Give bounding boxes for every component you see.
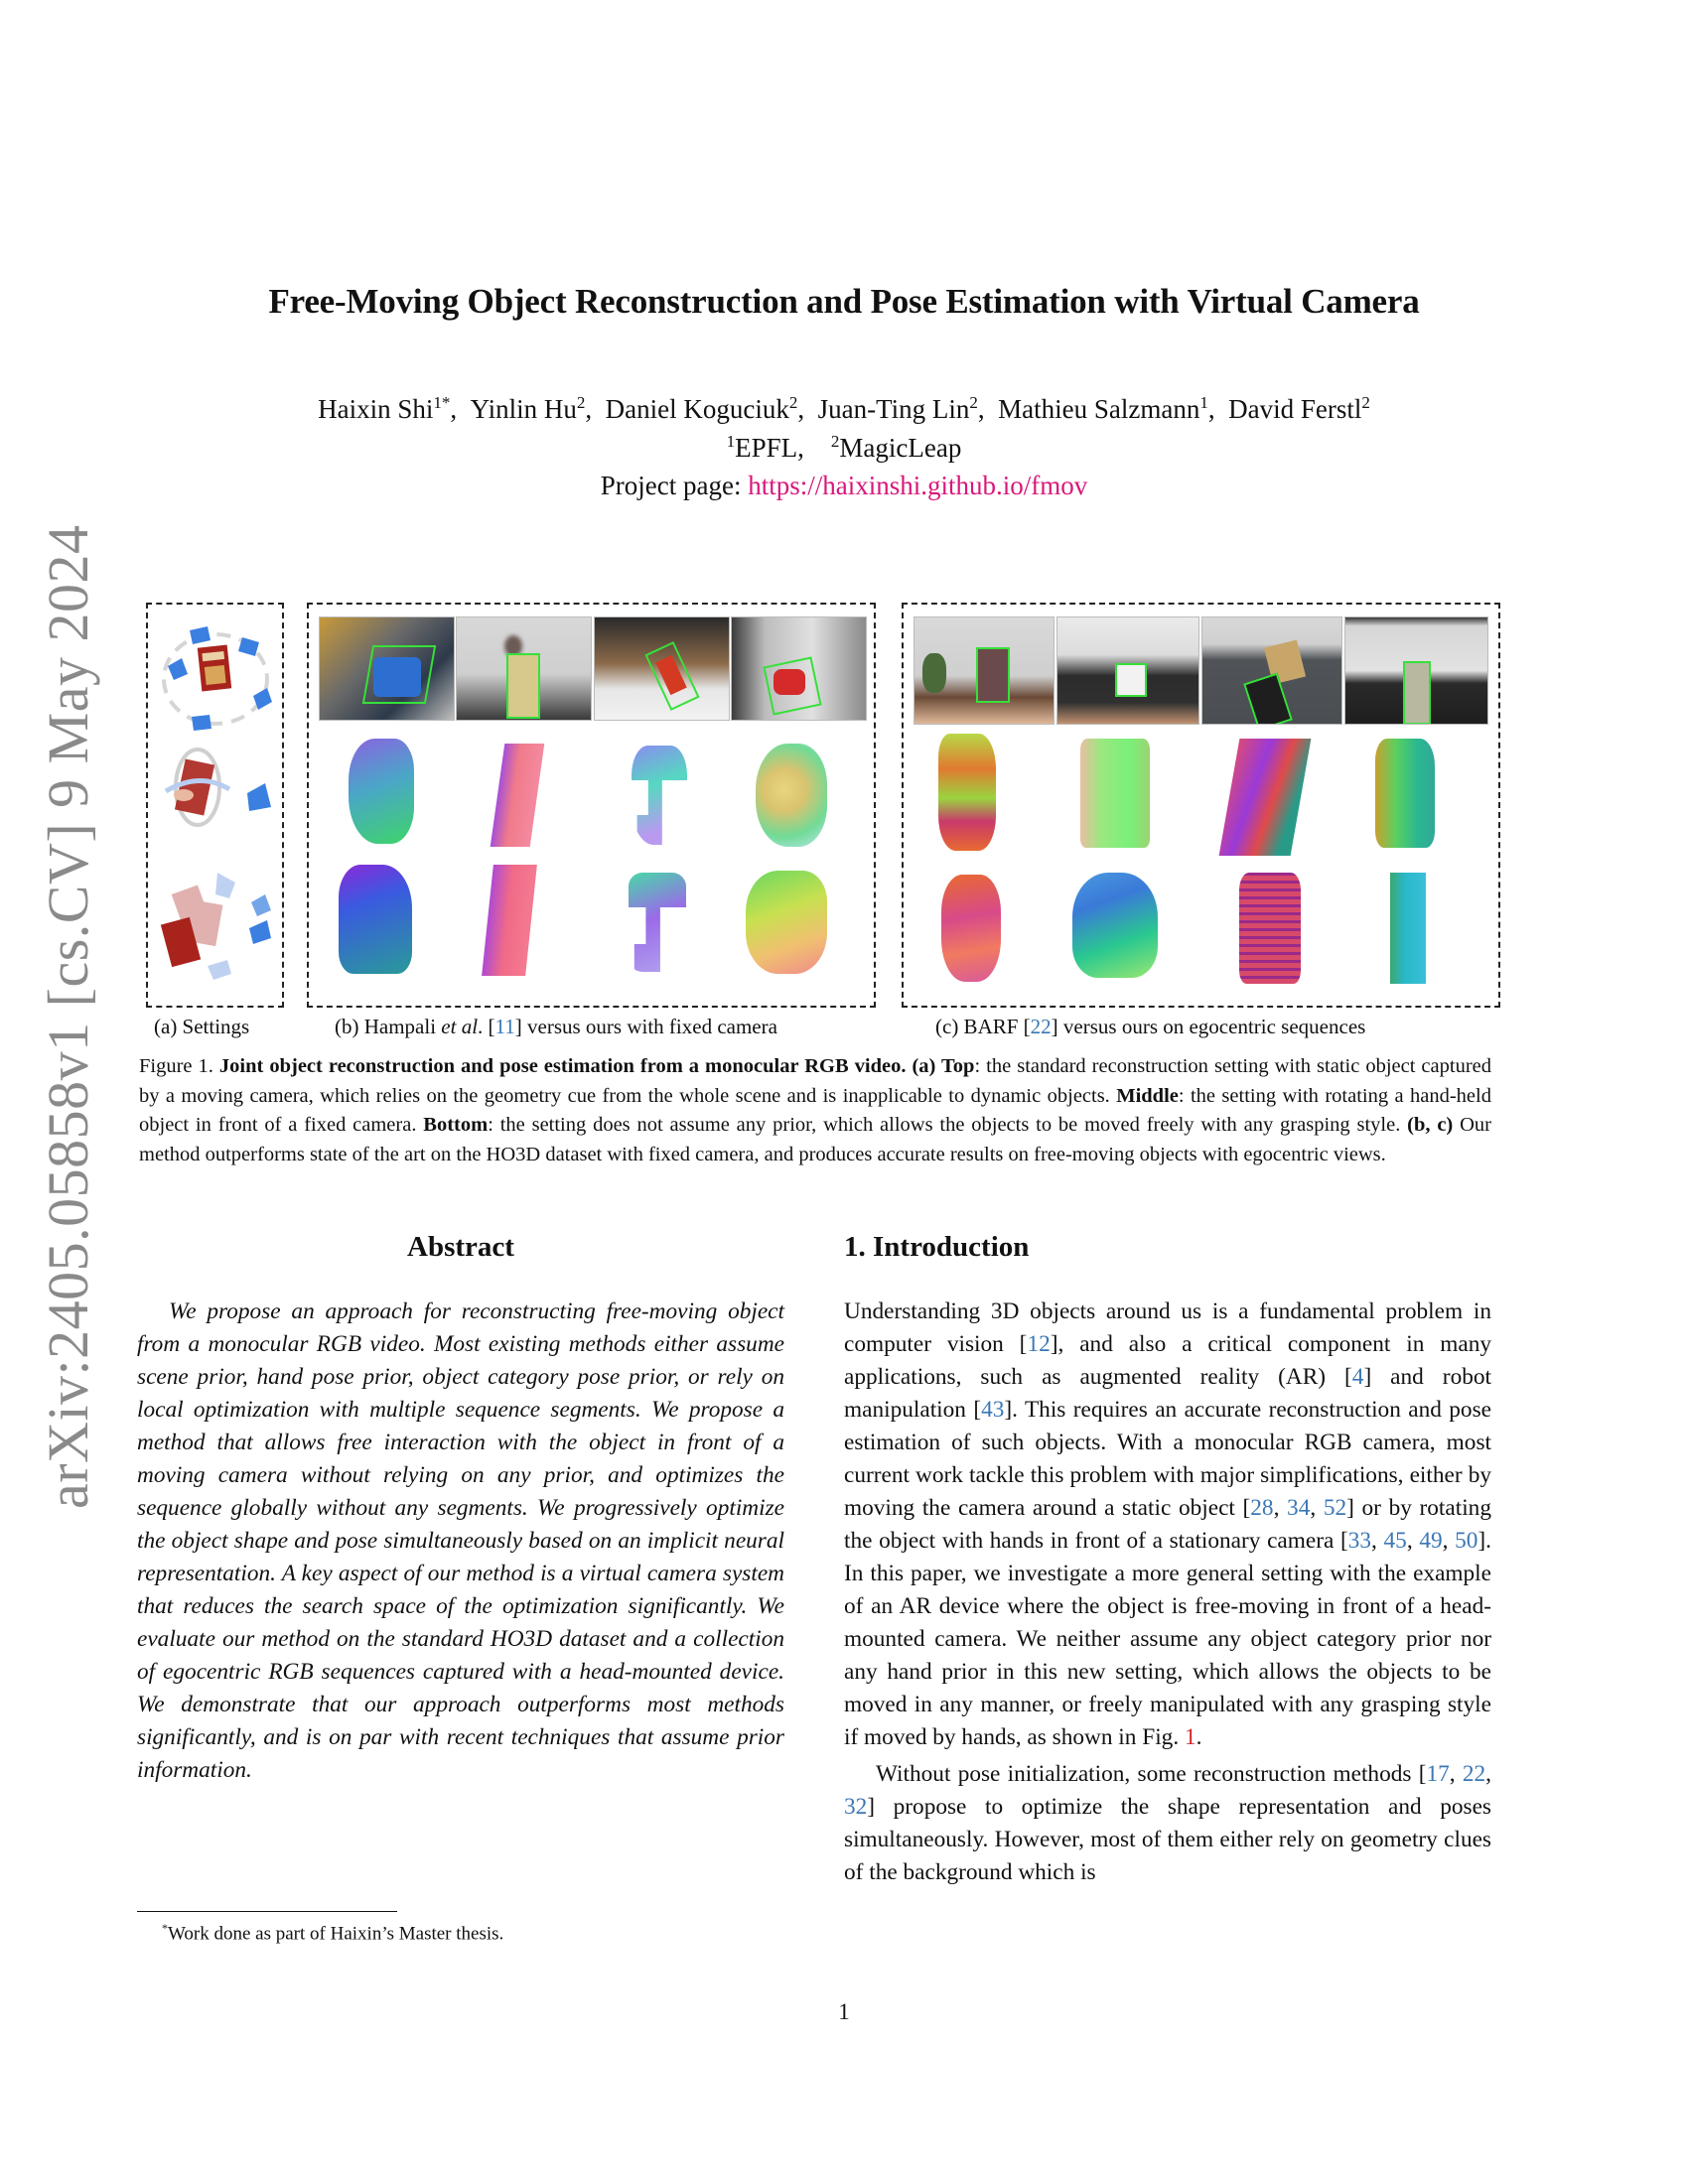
subcaption-b-prefix: (b) Hampali [335,1015,442,1038]
citation-link[interactable]: 49 [1419,1528,1443,1554]
footnote-text: Work done as part of Haixin’s Master thesis. [168,1923,504,1945]
author-affiliation-mark: 2 [969,393,978,412]
carton-photo [1344,616,1488,725]
affiliation-2: MagicLeap [839,433,962,463]
author-name: Yinlin Hu [470,394,577,424]
author-affiliation-mark: 1 [1199,393,1208,412]
ours-phone-reconstruction [1239,873,1301,984]
caption-middle-label: Middle [1116,1084,1179,1107]
introduction-heading: 1. Introduction [844,1231,1030,1263]
affiliation-1-mark: 1 [726,432,736,451]
author-name: David Ferstl [1228,394,1362,424]
footnote [162,1921,503,1945]
author-name: Mathieu Salzmann [998,394,1200,424]
introduction-body [844,1296,1491,1889]
barf-cat-reconstruction [1080,739,1150,848]
barf-figurine-reconstruction [938,734,996,851]
author-affiliation-mark: 2 [576,393,586,412]
citation-link[interactable]: 43 [981,1397,1005,1423]
citation-link[interactable]: 52 [1323,1495,1347,1521]
citation-link[interactable]: 17 [1426,1761,1450,1787]
author-affiliation-mark: 2 [1361,393,1370,412]
ours-carton-reconstruction [1390,873,1426,984]
caption-middle-text: : the setting with rotating a hand-held object in front of a fixed camera. [139,1084,1491,1136]
caption-top-label: Top [941,1055,975,1077]
author-affiliation-mark: 1* [433,393,451,412]
figure-panel-settings [146,603,284,1008]
introduction-paragraph-2: Without pose initialization, some reconstruction methods [17, 22, 32] propose to optimize the shape representation and poses simultaneously. However, most of them either rely on geometry clues of the background which is [844,1761,1491,1885]
abstract-body [137,1296,784,1787]
project-page-label: Project page: [600,471,749,500]
subcaption-c-prefix: (c) BARF [ [935,1015,1031,1038]
ours-pitcher-reconstruction [339,865,412,974]
ours-cat-reconstruction [1072,873,1158,978]
author-affiliation-mark: 2 [788,393,798,412]
subcaption-b [335,1015,777,1039]
abstract-heading: Abstract [407,1231,514,1263]
introduction-paragraph-1: Understanding 3D objects around us is a fundamental problem in computer vision [12], and also a critical component in many applications, such as augmented reality (AR) [4] and robot manipulation [43]. This requires an accurate reconstruction and pose estimation of such objects. With a monocular RGB camera, most current work tackle this problem with major simplifications, either by moving the camera around a static object [28, 34, 52] or by rotating the object with hands in front of a stationary camera [33, 45, 49, 50]. In this paper, we investigate a more general setting with the example of an AR device where the object is free-moving in front of a head-mounted camera. We neither assume any object category prior nor any hand prior in this new setting, which allows the objects to be moved in any manner, or freely manipulated with any grasping style if moved by hands, as shown in Fig. 1. [844,1298,1492,1750]
subcaption-b-suffix: ] versus ours with fixed camera [514,1015,777,1038]
subcaption-b-etal: et al [441,1015,479,1038]
affiliations [0,432,1688,464]
footnote-mark: * [162,1921,168,1935]
figure-caption [139,1052,1491,1169]
hampali-pitcher-reconstruction [349,739,414,844]
author-name: Juan-Ting Lin [817,394,970,424]
cracker-box-photo [456,616,592,721]
mug-photo [731,616,867,721]
caption-bottom-label: Bottom [423,1114,489,1136]
hampali-drill-reconstruction [632,746,687,845]
ours-mug-reconstruction [746,871,827,974]
hampali-mug-reconstruction [756,744,827,847]
figure-label: Figure 1. [139,1055,219,1077]
citation-link[interactable]: 50 [1455,1528,1478,1554]
citation-link[interactable]: 4 [1351,1364,1364,1390]
ours-box-reconstruction [482,865,537,976]
subcaption-c [935,1015,1365,1039]
abstract-text: We propose an approach for reconstructing free-moving object from a monocular RGB video. Most existing methods either assume scene prior, hand pose prior, object category pose prior, or rely on local optimization with multiple sequence segments. We propose a method that allows free interaction with the object in front of a moving camera without relying on any prior, and optimizes the sequence globally without any segments. We progressively optimize the object shape and pose simultaneously based on an implicit neural representation. A key aspect of our method is a virtual camera system that reduces the search space of the optimization significantly. We evaluate our method on the standard HO3D dataset and a collection of egocentric RGB sequences captured with a head-mounted device. We demonstrate that our approach outperforms most methods significantly, and is on par with recent techniques that assume prior information. [137,1298,784,1783]
caption-bc-label: (b, c) [1407,1114,1454,1136]
power-drill-photo [594,616,730,721]
caption-a-label: (a) [906,1055,942,1077]
caption-top-text: : the standard reconstruction setting with static object captured by a moving camera, which relies on the geometry cue from the whole scene and is inapplicable to dynamic objects. [139,1055,1491,1107]
citation-link[interactable]: 34 [1287,1495,1311,1521]
subcaption-b-dot: . [ [478,1015,495,1038]
arxiv-watermark: arXiv:2405.05858v1 [cs.CV] 9 May 2024 [36,524,100,1509]
citation-link[interactable]: 32 [844,1794,868,1820]
affiliation-2-mark: 2 [830,432,840,451]
caption-bottom-text: : the setting does not assume any prior, which allows the objects to be moved freely with any grasping style. [488,1114,1408,1136]
phone-photo [1201,616,1342,725]
ours-drill-reconstruction [629,873,686,972]
settings-illustration [148,605,282,1006]
citation-link[interactable]: 28 [1250,1495,1274,1521]
citation-link[interactable]: 12 [1027,1331,1051,1357]
author-list: Haixin Shi$^{1*}$, Yinlin Hu$^2$, Daniel Koguciuk$^2$, Juan-Ting Lin$^2$, Mathieu Salzmann$^1$, David Ferstl$^2$ [318,393,1370,424]
figure-caption-title: Joint object reconstruction and pose estimation from a monocular RGB video. [218,1055,907,1077]
hampali-box-reconstruction [491,744,545,847]
citation-link[interactable]: 33 [1347,1528,1372,1554]
paper-title: Free-Moving Object Reconstruction and Pose Estimation with Virtual Camera [268,282,1420,321]
ours-figurine-reconstruction [941,875,1001,982]
page-number: 1 [838,1999,850,2024]
citation-link[interactable]: 22 [1030,1015,1052,1038]
project-page-link[interactable]: https://haixinshi.github.io/fmov [748,471,1088,500]
citation-link[interactable]: 45 [1383,1528,1407,1554]
author-name: Daniel Koguciuk [605,394,789,424]
project-page [0,471,1688,501]
figure-panel-hampali-vs-ours [307,603,876,1008]
citation-link[interactable]: 22 [1462,1761,1486,1787]
figure-panel-barf-vs-ours [902,603,1500,1008]
subcaption-a: (a) Settings [154,1015,250,1038]
pitcher-photo [319,616,455,721]
barf-phone-reconstruction [1219,739,1312,856]
lucky-cat-photo [1056,616,1199,725]
citation-link[interactable]: 11 [494,1015,515,1038]
figurine-photo [914,616,1055,725]
affiliation-1: EPFL, [735,433,804,463]
author-name: Haixin Shi [318,394,434,424]
barf-carton-reconstruction [1375,739,1435,848]
subcaption-c-suffix: ] versus ours on egocentric sequences [1051,1015,1366,1038]
figure-reference-link[interactable]: 1 [1184,1724,1196,1750]
footnote-rule [137,1911,397,1912]
caption-bc-text: Our method outperforms state of the art on the HO3D dataset with fixed camera, and produces accurate results on free-moving objects with egocentric views. [139,1114,1491,1165]
